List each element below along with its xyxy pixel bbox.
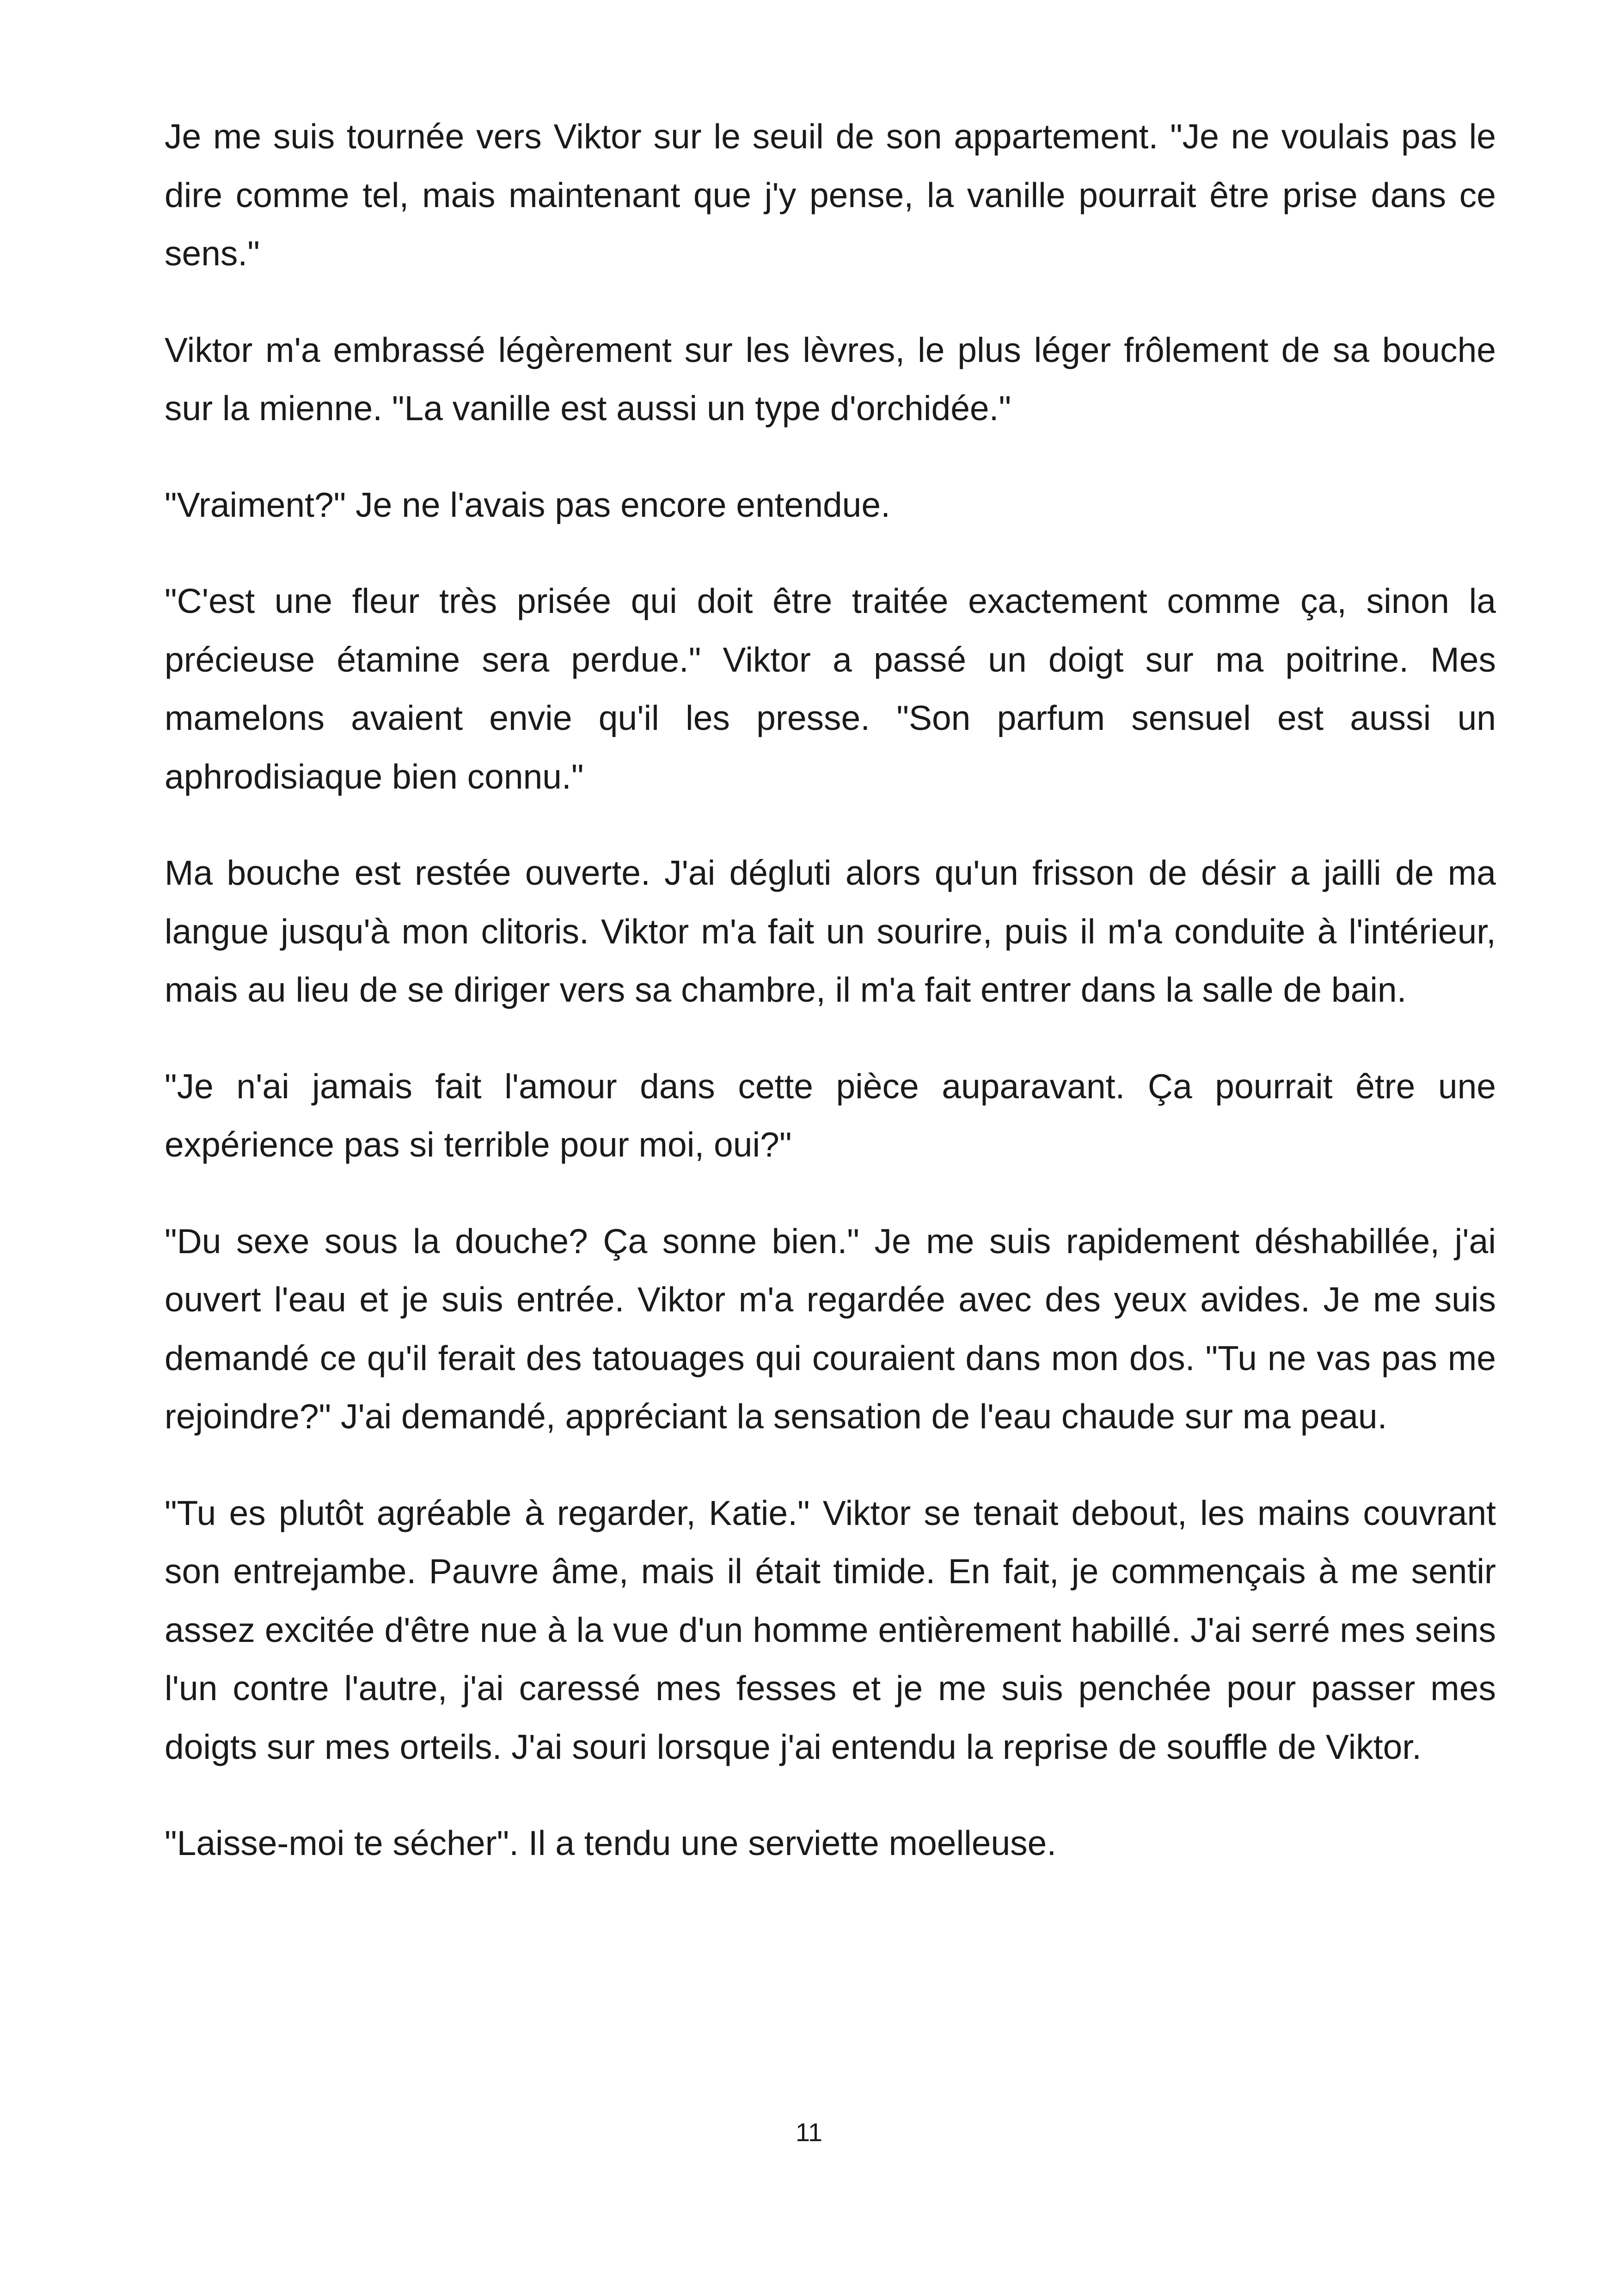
paragraph: "Du sexe sous la douche? Ça sonne bien." Je me suis rapidement déshabillée, j'ai ouvert l'eau et je suis entrée. Viktor m'a regardée avec des yeux avides. Je me suis demandé ce qu'il ferait des tatouages qui couraient dans mon dos. "Tu ne vas pas me rejoindre?" J'ai demandé, appréciant la sensation de l'eau chaude sur ma peau. — [165, 1221, 1496, 1436]
paragraph: "Je n'ai jamais fait l'amour dans cette pièce auparavant. Ça pourrait être une expérience pas si terrible pour moi, oui?" — [165, 1066, 1496, 1164]
paragraph: "Tu es plutôt agréable à regarder, Katie." Viktor se tenait debout, les mains couvrant son entrejambe. Pauvre âme, mais il était timide. En fait, je commençais à me sentir assez excitée d'être nue à la vue d'un homme entièrement habillé. J'ai serré mes seins l'un contre l'autre, j'ai caressé mes fesses et je me suis penchée pour passer mes doigts sur mes orteils. J'ai souri lorsque j'ai entendu la reprise de souffle de Viktor. — [165, 1493, 1496, 1766]
paragraph: "C'est une fleur très prisée qui doit être traitée exactement comme ça, sinon la précieuse étamine sera perdue." Viktor a passé un doigt sur ma poitrine. Mes mamelons avaient envie qu'il les presse. "Son parfum sensuel est aussi un aphrodisiaque bien connu." — [165, 582, 1496, 796]
paragraph: Ma bouche est restée ouverte. J'ai dégluti alors qu'un frisson de désir a jailli de ma langue jusqu'à mon clitoris. Viktor m'a fait un sourire, puis il m'a conduite à l'intérieur, mais au lieu de se diriger vers sa chambre, il m'a fait entrer dans la salle de bain. — [165, 853, 1496, 1009]
paragraph: "Laisse-moi te sécher". Il a tendu une serviette moelleuse. — [165, 1824, 1057, 1862]
paragraph: Je me suis tournée vers Viktor sur le seuil de son appartement. "Je ne voulais pas le dire comme tel, mais maintenant que j'y pense, la vanille pourrait être prise dans ce sens." — [165, 117, 1496, 273]
paragraph: Viktor m'a embrassé légèrement sur les lèvres, le plus léger frôlement de sa bouche sur la mienne. "La vanille est aussi un type d'orchidée." — [165, 330, 1496, 428]
paragraph: "Vraiment?" Je ne l'avais pas encore entendue. — [165, 485, 890, 524]
body-text — [165, 107, 1496, 1910]
page-number: 11 — [795, 2118, 823, 2147]
